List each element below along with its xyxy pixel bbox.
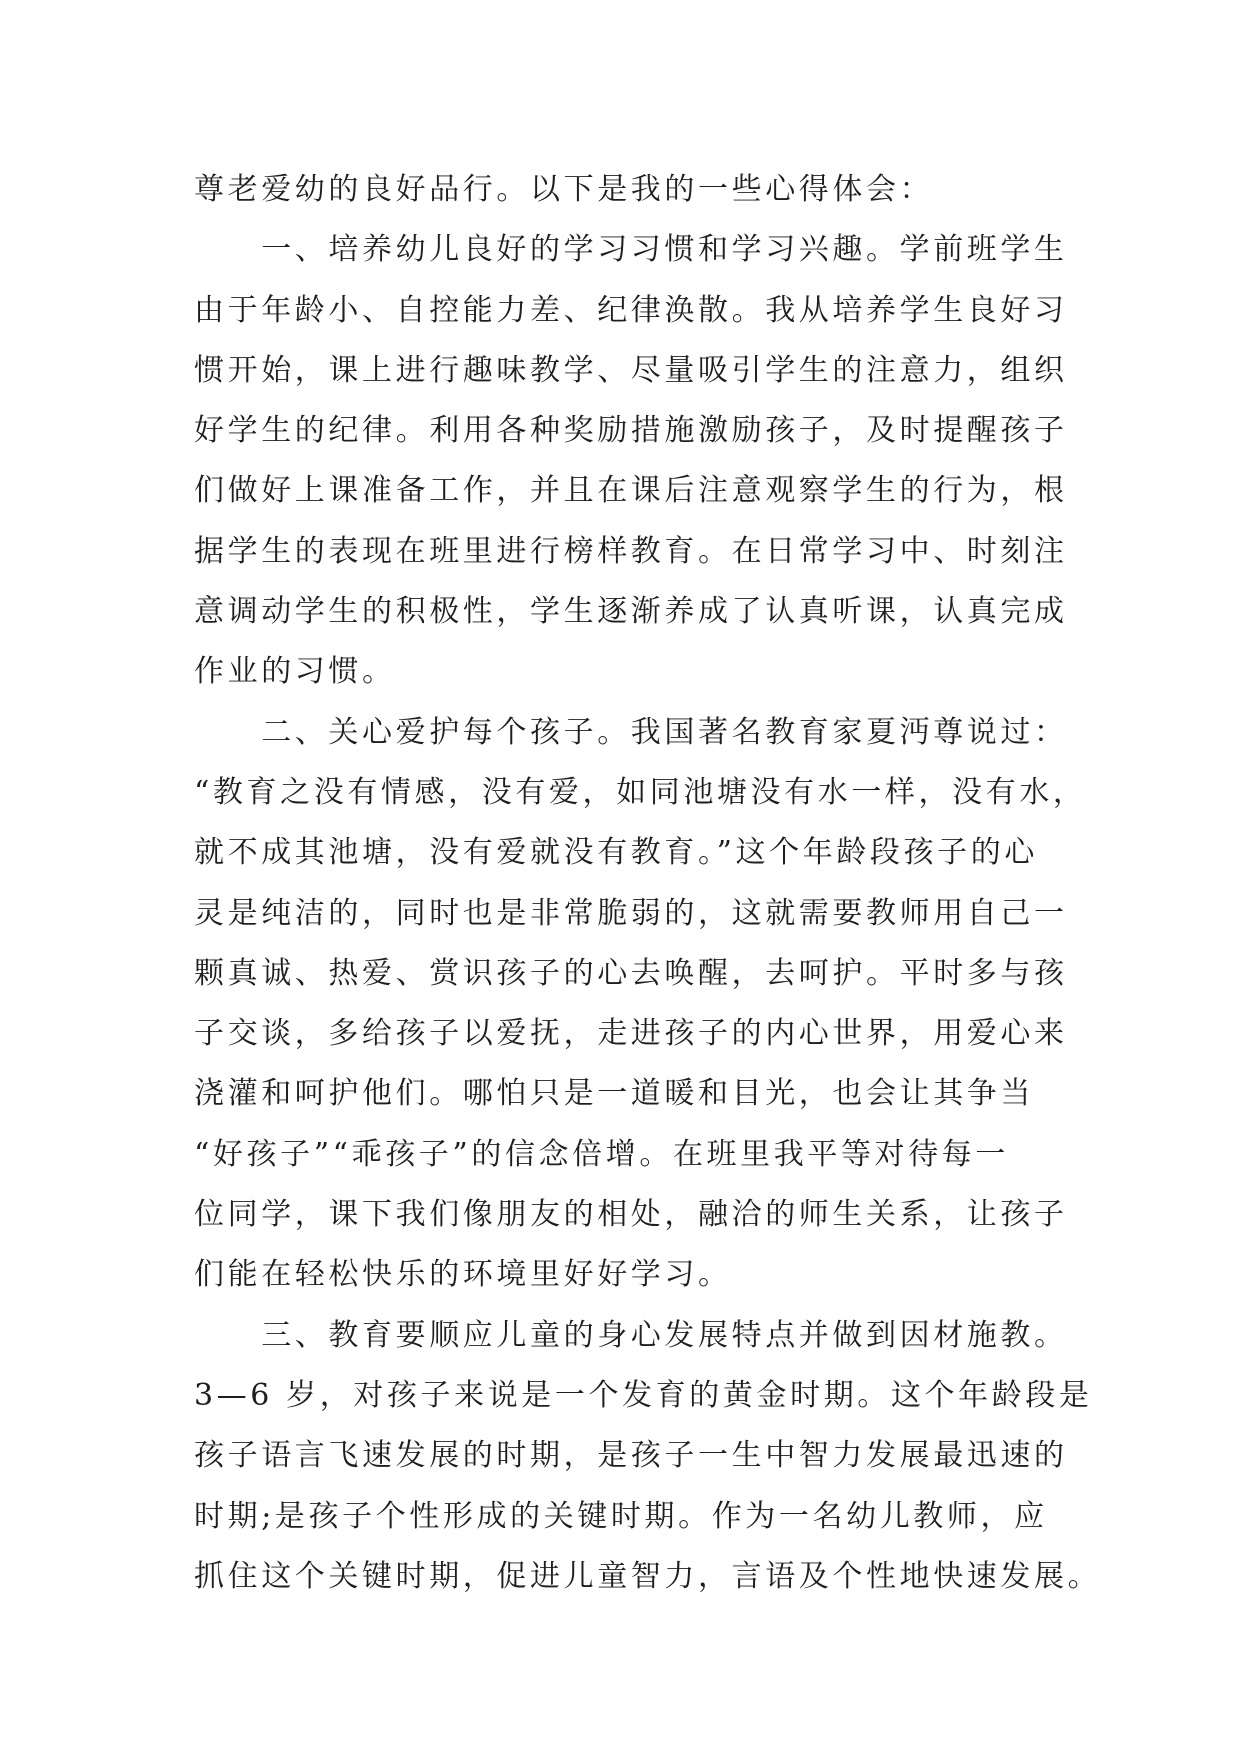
text-line: 就不成其池塘，没有爱就没有教育。”这个年龄段孩子的心 [194, 835, 1038, 871]
text-line: 一、培养幼儿良好的学习习惯和学习兴趣。学前班学生 [194, 232, 1068, 268]
text-line: 位同学，课下我们像朋友的相处，融洽的师生关系，让孩子 [194, 1197, 1068, 1233]
text-line: 惯开始，课上进行趣味教学、尽量吸引学生的注意力，组织 [194, 352, 1068, 388]
text-line: 3—6 岁，对孩子来说是一个发育的黄金时期。这个年龄段是 [194, 1377, 1093, 1413]
text-line: 孩子语言飞速发展的时期，是孩子一生中智力发展最迅速的 [194, 1438, 1068, 1474]
text-line: “教育之没有情感，没有爱，如同池塘没有水一样，没有水， [194, 774, 1087, 810]
text-line: 时期;是孩子个性形成的关键时期。作为一名幼儿教师，应 [194, 1498, 1048, 1534]
text-line: 好学生的纪律。利用各种奖励措施激励孩子，及时提醒孩子 [194, 413, 1068, 449]
body-text [194, 160, 1102, 1607]
text-line: 子交谈，多给孩子以爱抚，走进孩子的内心世界，用爱心来 [194, 1016, 1068, 1052]
text-line: 颗真诚、热爱、赏识孩子的心去唤醒，去呵护。平时多与孩 [194, 955, 1068, 991]
text-line: 据学生的表现在班里进行榜样教育。在日常学习中、时刻注 [194, 533, 1068, 569]
text-line: 抓住这个关键时期，促进儿童智力，言语及个性地快速发展。 [194, 1558, 1102, 1594]
text-line: 二、关心爱护每个孩子。我国著名教育家夏沔尊说过： [194, 714, 1068, 750]
text-line: 浇灌和呵护他们。哪怕只是一道暖和目光，也会让其争当 [194, 1076, 1034, 1112]
text-line: 们做好上课准备工作，并且在课后注意观察学生的行为，根 [194, 473, 1068, 509]
text-line: 灵是纯洁的，同时也是非常脆弱的，这就需要教师用自己一 [194, 895, 1068, 931]
text-line: 尊老爱幼的良好品行。以下是我的一些心得体会： [194, 172, 934, 207]
text-line: 三、教育要顺应儿童的身心发展特点并做到因材施教。 [194, 1317, 1068, 1353]
text-line: “好孩子”“乖孩子”的信念倍增。在班里我平等对待每一 [194, 1136, 1009, 1172]
text-line: 作业的习惯。 [194, 654, 396, 690]
text-line: 由于年龄小、自控能力差、纪律涣散。我从培养学生良好习 [194, 292, 1068, 328]
text-line: 意调动学生的积极性，学生逐渐养成了认真听课，认真完成 [194, 594, 1068, 630]
text-line: 们能在轻松快乐的环境里好好学习。 [194, 1257, 732, 1293]
